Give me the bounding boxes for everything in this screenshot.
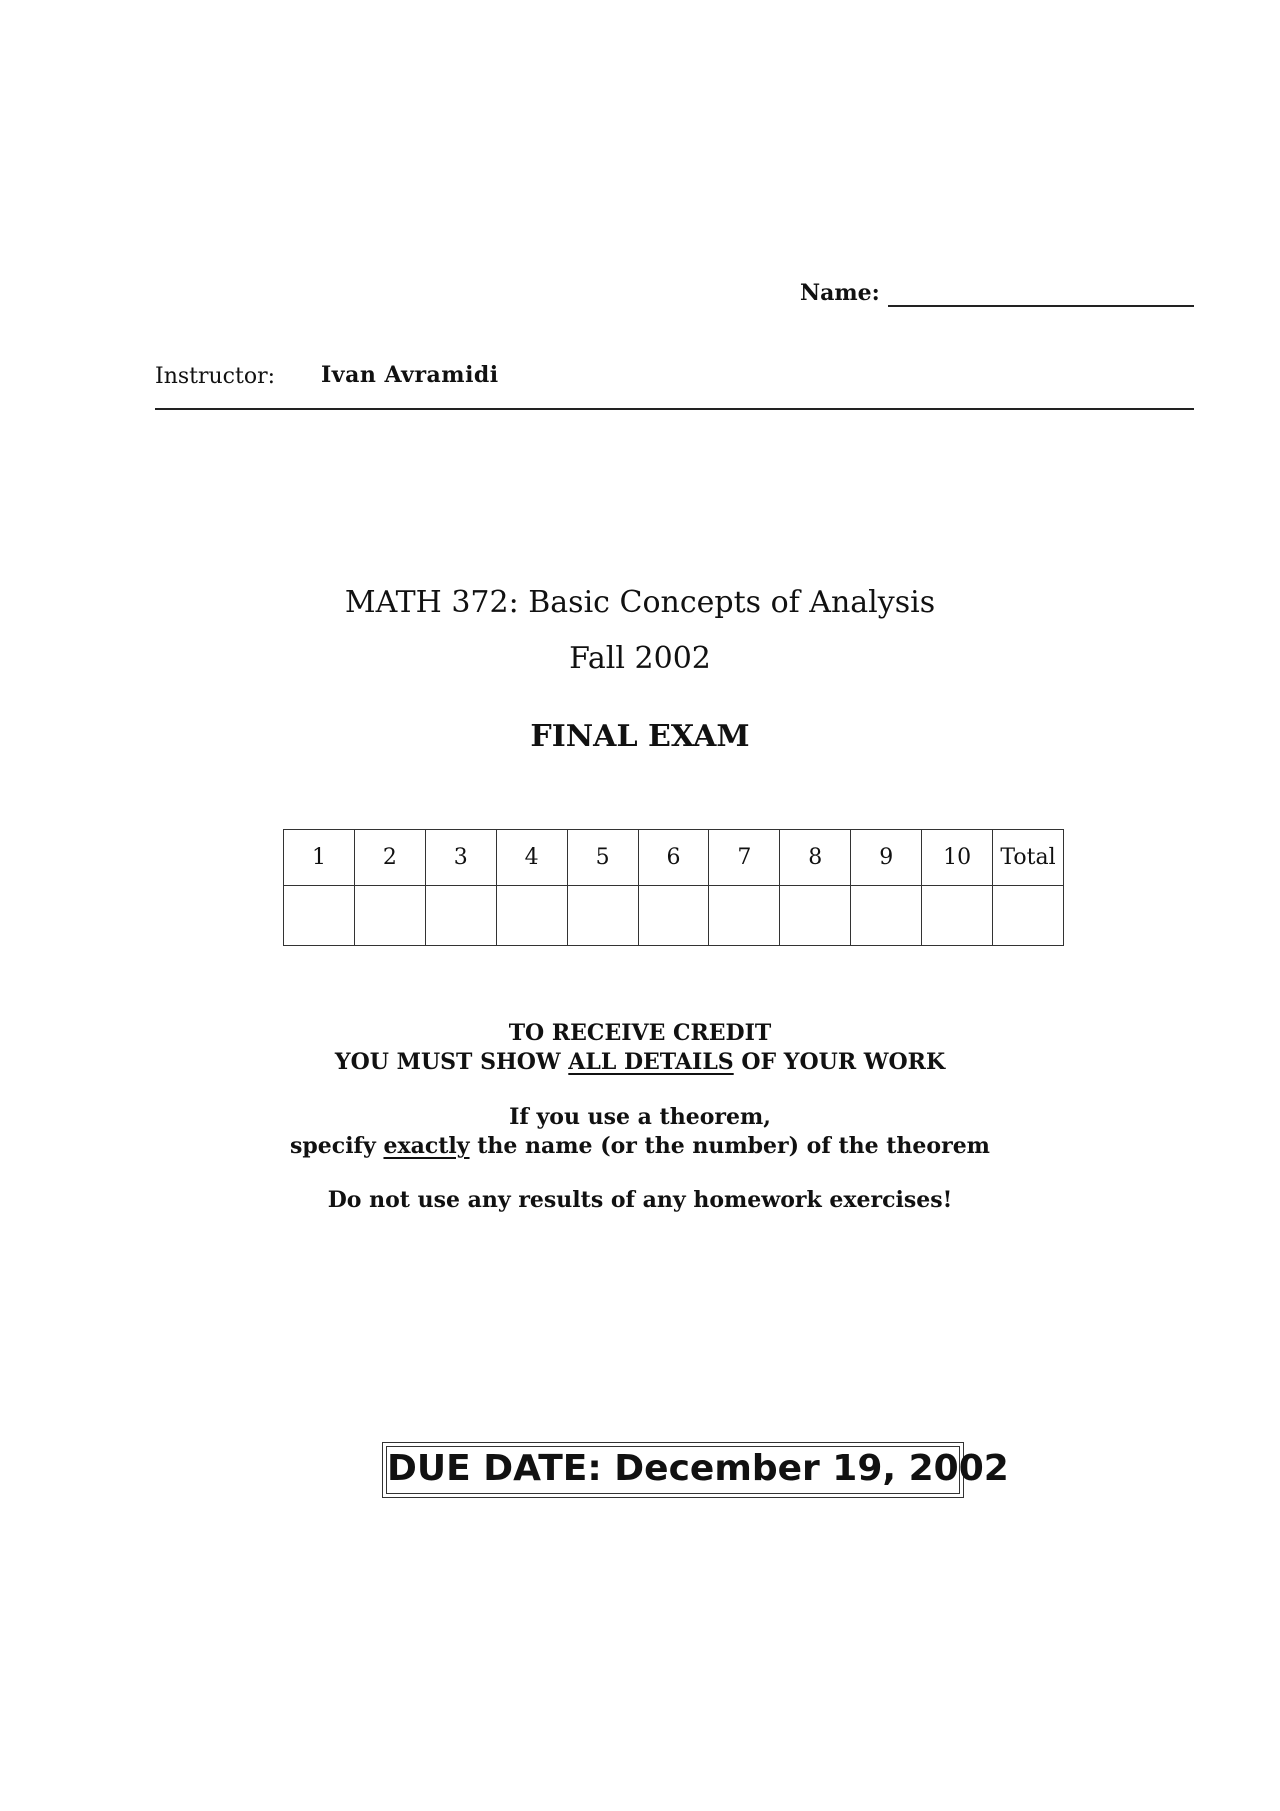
score-header-row [284,830,1064,886]
score-table [283,829,1064,946]
score-header-cell-total: Total [993,830,1064,886]
score-entry-cell[interactable] [851,886,922,946]
emphasis-exactly: exactly [383,1133,470,1159]
exam-title: FINAL EXAM [530,719,750,754]
score-header-cell: 5 [567,830,638,886]
score-header-cell: 6 [638,830,709,886]
score-header-cell: 4 [496,830,567,886]
score-entry-cell[interactable] [567,886,638,946]
score-entry-cell[interactable] [780,886,851,946]
emphasis-all-details: ALL DETAILS [568,1049,734,1075]
due-date: DUE DATE: December 19, 2002 [386,1446,960,1494]
term: Fall 2002 [569,641,711,676]
score-header-cell: 1 [284,830,355,886]
instruction-theorem: If you use a theorem, [509,1104,771,1130]
instructor-name: Ivan Avramidi [321,362,499,388]
header-divider [155,408,1194,410]
instruction-text: YOU MUST SHOW [334,1049,569,1075]
score-entry-cell[interactable] [425,886,496,946]
score-header-cell: 8 [780,830,851,886]
score-entry-cell[interactable] [709,886,780,946]
score-header-cell: 2 [354,830,425,886]
score-entry-row [284,886,1064,946]
score-entry-cell[interactable] [638,886,709,946]
instruction-specify [0,1133,1280,1159]
instruction-text: OF YOUR WORK [733,1049,946,1075]
score-header-cell: 7 [709,830,780,886]
instruction-text: specify [290,1133,384,1159]
score-entry-cell[interactable] [284,886,355,946]
score-entry-cell[interactable] [922,886,993,946]
score-entry-cell-total[interactable] [993,886,1064,946]
name-label: Name: [800,280,880,306]
instruction-no-homework: Do not use any results of any homework exercises! [327,1187,953,1213]
instruction-show-work [0,1049,1280,1075]
due-date-box [382,1442,1009,1498]
instructor-label: Instructor: [155,364,276,389]
name-field[interactable] [800,280,1194,310]
score-header-cell: 10 [922,830,993,886]
instruction-credit: TO RECEIVE CREDIT [508,1020,772,1046]
score-entry-cell[interactable] [354,886,425,946]
score-header-cell: 9 [851,830,922,886]
course-title: MATH 372: Basic Concepts of Analysis [344,585,936,620]
score-header-cell: 3 [425,830,496,886]
instruction-text: the name (or the number) of the theorem [469,1133,990,1159]
score-entry-cell[interactable] [496,886,567,946]
name-blank-line[interactable] [888,305,1194,307]
